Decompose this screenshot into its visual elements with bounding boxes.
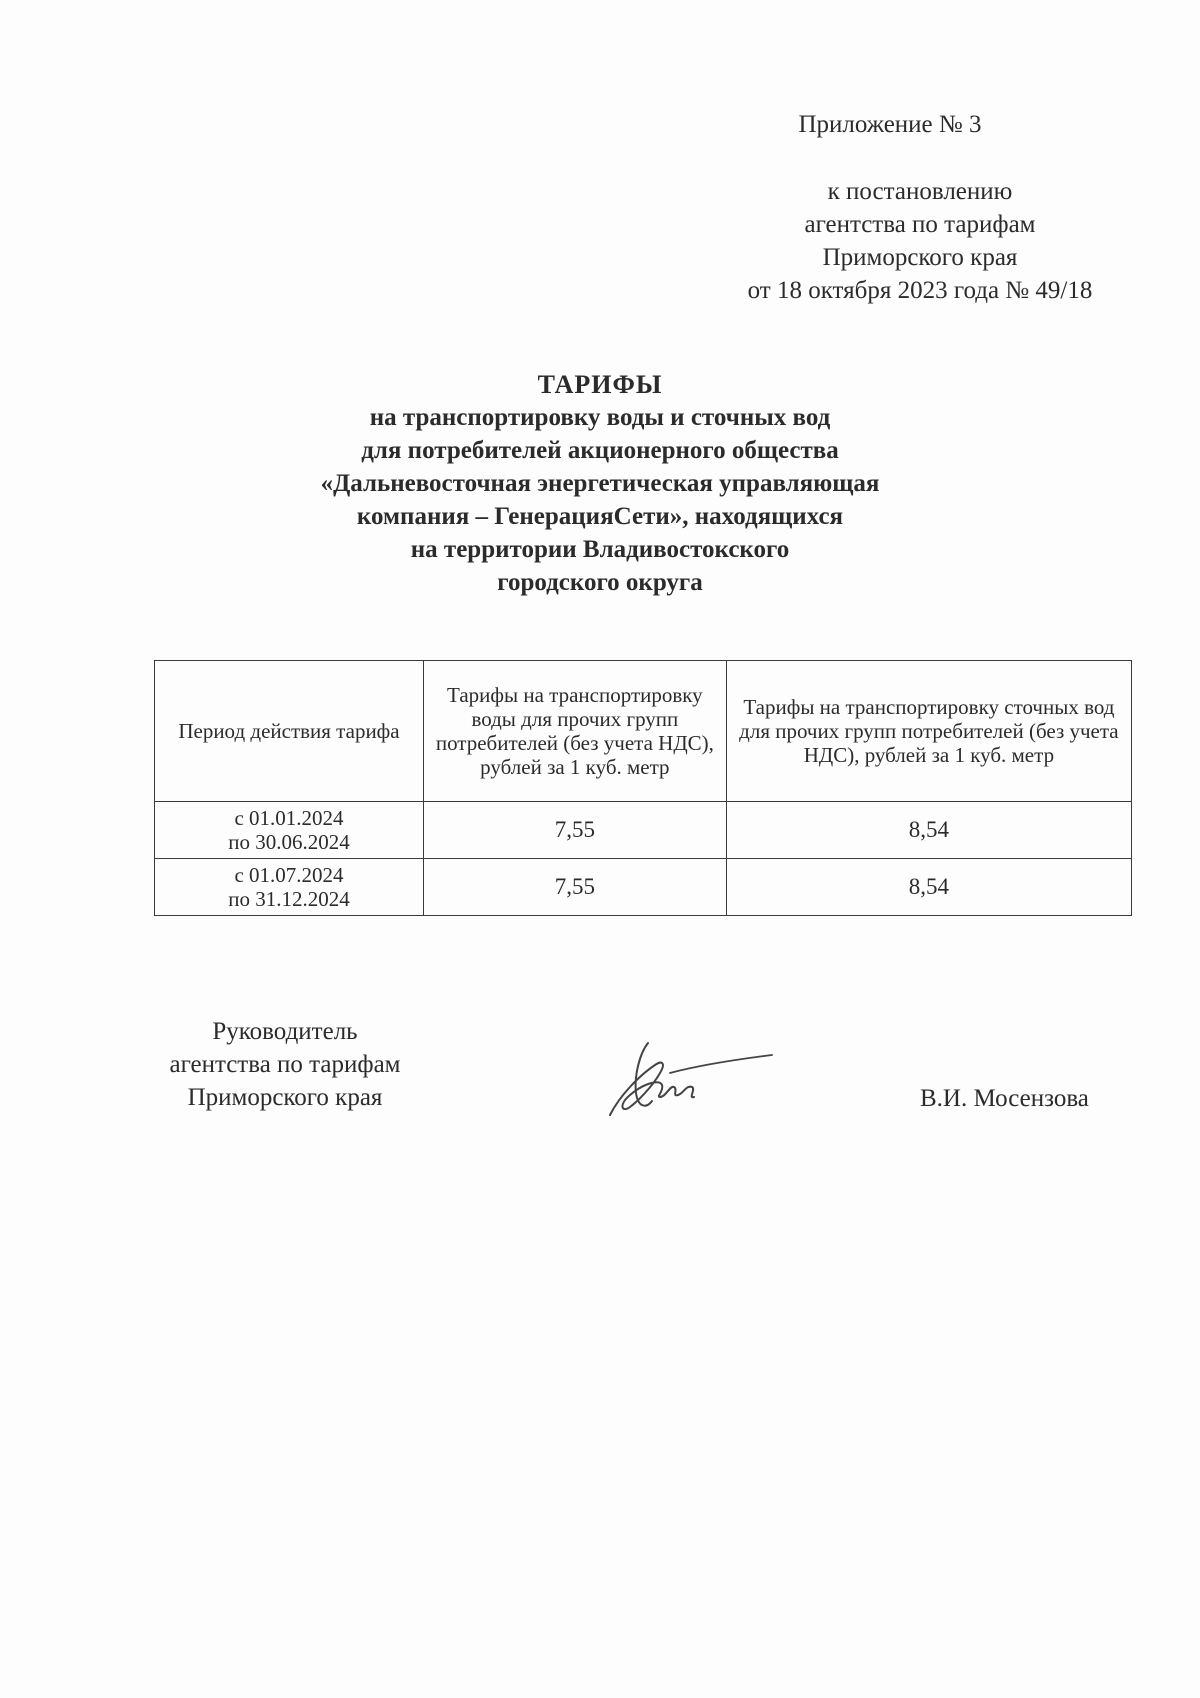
title-line: компания – ГенерацияСети», находящихся: [356, 503, 844, 530]
appendix-line: к постановлению: [827, 178, 1013, 205]
period-to: по 30.06.2024: [228, 830, 350, 854]
signer-position-line: Приморского края: [187, 1084, 383, 1111]
header-period: Период действия тарифа: [155, 661, 424, 802]
appendix-line: агентства по тарифам: [804, 211, 1036, 238]
water-tariff-cell: 7,55: [423, 802, 726, 859]
wastewater-tariff-cell: 8,54: [726, 802, 1131, 859]
tariff-table: [154, 660, 1132, 916]
signer-position: [140, 1015, 430, 1114]
appendix-line: от 18 октября 2023 года № 49/18: [747, 277, 1093, 304]
period-from: с 01.07.2024: [234, 863, 344, 887]
table-row: [155, 802, 1132, 859]
period-from: с 01.01.2024: [234, 806, 344, 830]
signer-name: В.И. Мосензова: [920, 1085, 1089, 1112]
document-title: [230, 368, 970, 599]
title-main: ТАРИФЫ: [537, 370, 663, 399]
wastewater-tariff-cell: 8,54: [726, 859, 1131, 916]
title-line: на территории Владивостокского: [410, 536, 790, 563]
period-cell: [155, 802, 424, 859]
appendix-line: Приморского края: [822, 244, 1018, 271]
appendix-number: Приложение № 3: [798, 111, 982, 138]
signer-position-line: агентства по тарифам: [169, 1051, 401, 1078]
header-wastewater-tariff: Тарифы на транспортировку сточных вод для прочих групп потребителей (без учета НДС), рублей за 1 куб. метр: [726, 661, 1131, 802]
period-to: по 31.12.2024: [228, 887, 350, 911]
table-header-row: [155, 661, 1132, 802]
period-cell: [155, 859, 424, 916]
handwritten-signature: [600, 1035, 780, 1125]
signer-position-line: Руководитель: [212, 1018, 358, 1045]
water-tariff-cell: 7,55: [423, 859, 726, 916]
title-line: для потребителей акционерного общества: [361, 437, 839, 464]
header-water-tariff: Тарифы на транспортировку воды для прочих групп потребителей (без учета НДС), рублей за 1 куб. метр: [423, 661, 726, 802]
table-row: [155, 859, 1132, 916]
title-line: городского округа: [497, 569, 703, 596]
appendix-header: [720, 108, 1120, 307]
title-line: «Дальневосточная энергетическая управляющая: [320, 470, 880, 497]
title-line: на транспортировку воды и сточных вод: [369, 404, 831, 431]
